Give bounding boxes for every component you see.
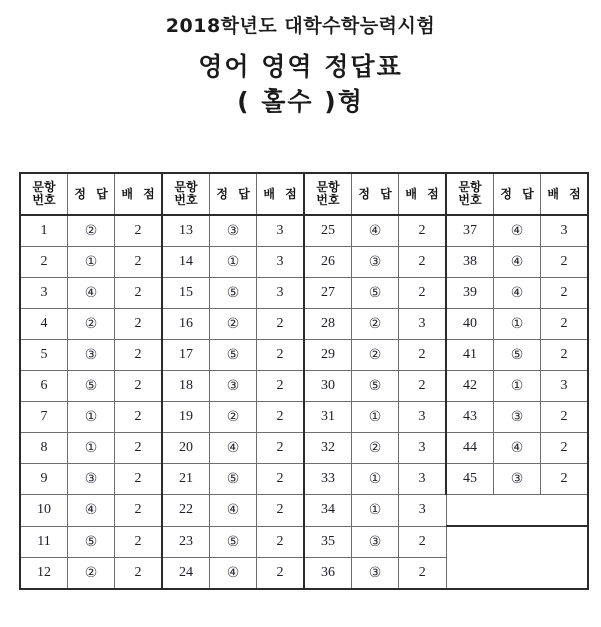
cell-answer: ⑤	[210, 278, 257, 309]
table-row	[20, 278, 588, 309]
cell-answer: ③	[68, 464, 115, 495]
cell-answer: ②	[68, 309, 115, 340]
cell-answer: ②	[210, 402, 257, 433]
table-body	[20, 215, 588, 589]
cell-points: 3	[541, 215, 589, 247]
cell-points: 2	[257, 464, 305, 495]
cell-question-number: 8	[20, 433, 68, 464]
subject-answer-sheet-title: 영어 영역 정답표	[198, 51, 403, 81]
cell-question-number: 2	[20, 247, 68, 278]
cell-points: 2	[257, 309, 305, 340]
cell-points: 2	[399, 526, 447, 557]
cell-empty	[541, 557, 589, 589]
header-question-number-1	[20, 173, 68, 215]
cell-points: 3	[399, 495, 447, 527]
header-answer-3: 정 답	[352, 173, 399, 215]
header-question-number-3: 문항 번호	[304, 173, 352, 215]
cell-question-number: 28	[304, 309, 352, 340]
cell-answer: ⑤	[210, 464, 257, 495]
cell-answer: ④	[210, 557, 257, 589]
table-row	[20, 247, 588, 278]
cell-question-number: 30	[304, 371, 352, 402]
cell-points: 2	[399, 371, 447, 402]
cell-question-number: 4	[20, 309, 68, 340]
cell-points: 2	[115, 495, 163, 527]
cell-question-number: 5	[20, 340, 68, 371]
cell-answer: ④	[68, 278, 115, 309]
cell-answer: ④	[210, 433, 257, 464]
cell-answer: ④	[494, 278, 541, 309]
cell-empty	[541, 495, 589, 527]
cell-question-number: 1	[20, 215, 68, 247]
cell-points: 2	[541, 309, 589, 340]
cell-question-number: 42	[446, 371, 494, 402]
table-row	[20, 464, 588, 495]
cell-points: 2	[115, 557, 163, 589]
cell-question-number: 25	[304, 215, 352, 247]
cell-points: 2	[115, 215, 163, 247]
cell-question-number: 40	[446, 309, 494, 340]
cell-question-number: 36	[304, 557, 352, 589]
cell-answer: ①	[68, 402, 115, 433]
cell-question-number: 23	[162, 526, 210, 557]
header-row	[20, 173, 588, 215]
header-points-3: 배 점	[399, 173, 447, 215]
cell-answer: ⑤	[68, 371, 115, 402]
cell-answer: ④	[494, 215, 541, 247]
cell-answer: ⑤	[494, 340, 541, 371]
cell-empty	[446, 526, 494, 557]
cell-question-number: 39	[446, 278, 494, 309]
cell-empty	[541, 526, 589, 557]
cell-answer: ④	[494, 433, 541, 464]
cell-answer: ④	[210, 495, 257, 527]
cell-question-number: 7	[20, 402, 68, 433]
table-row	[20, 402, 588, 433]
cell-points: 3	[399, 433, 447, 464]
cell-points: 2	[115, 371, 163, 402]
table-row	[20, 340, 588, 371]
cell-points: 2	[541, 247, 589, 278]
cell-answer: ④	[352, 215, 399, 247]
cell-points: 3	[257, 247, 305, 278]
cell-answer: ②	[68, 557, 115, 589]
cell-question-number: 35	[304, 526, 352, 557]
table-row	[20, 557, 588, 589]
header-question-number-2: 문항 번호	[162, 173, 210, 215]
cell-answer: ⑤	[352, 278, 399, 309]
cell-answer: ①	[68, 247, 115, 278]
cell-points: 2	[115, 526, 163, 557]
answer-key-table	[19, 172, 589, 590]
cell-points: 2	[257, 371, 305, 402]
header-points-2: 배 점	[257, 173, 305, 215]
cell-answer: ③	[352, 557, 399, 589]
cell-answer: ①	[68, 433, 115, 464]
cell-question-number: 10	[20, 495, 68, 527]
cell-answer: ①	[352, 464, 399, 495]
table-row	[20, 215, 588, 247]
cell-points: 3	[257, 278, 305, 309]
header-points-1: 배 점	[115, 173, 163, 215]
cell-question-number: 15	[162, 278, 210, 309]
table-header	[20, 173, 588, 215]
cell-points: 2	[541, 433, 589, 464]
cell-answer: ⑤	[68, 526, 115, 557]
cell-empty	[494, 557, 541, 589]
cell-answer: ③	[210, 215, 257, 247]
cell-points: 2	[257, 557, 305, 589]
cell-empty	[494, 526, 541, 557]
form-type-title: ( 홀수 )형	[237, 87, 364, 117]
cell-question-number: 43	[446, 402, 494, 433]
cell-question-number: 34	[304, 495, 352, 527]
cell-question-number: 22	[162, 495, 210, 527]
cell-points: 2	[115, 340, 163, 371]
cell-answer: ①	[210, 247, 257, 278]
cell-question-number: 41	[446, 340, 494, 371]
cell-question-number: 32	[304, 433, 352, 464]
cell-points: 2	[399, 215, 447, 247]
page-title-block	[0, 0, 601, 116]
cell-question-number: 21	[162, 464, 210, 495]
cell-answer: ②	[352, 340, 399, 371]
cell-points: 2	[115, 402, 163, 433]
cell-question-number: 26	[304, 247, 352, 278]
cell-question-number: 20	[162, 433, 210, 464]
cell-points: 2	[399, 247, 447, 278]
table-row	[20, 526, 588, 557]
cell-points: 3	[541, 371, 589, 402]
cell-points: 2	[115, 247, 163, 278]
cell-question-number: 3	[20, 278, 68, 309]
cell-points: 2	[257, 340, 305, 371]
cell-points: 2	[541, 464, 589, 495]
cell-question-number: 9	[20, 464, 68, 495]
table-row	[20, 309, 588, 340]
cell-question-number: 18	[162, 371, 210, 402]
cell-points: 3	[399, 464, 447, 495]
cell-question-number: 44	[446, 433, 494, 464]
header-answer-2: 정 답	[210, 173, 257, 215]
cell-answer: ②	[68, 215, 115, 247]
cell-question-number: 6	[20, 371, 68, 402]
header-question-number-line2: 번호	[32, 193, 56, 207]
cell-points: 2	[399, 557, 447, 589]
cell-points: 2	[115, 278, 163, 309]
cell-points: 2	[257, 433, 305, 464]
cell-answer: ③	[494, 464, 541, 495]
cell-question-number: 27	[304, 278, 352, 309]
cell-points: 2	[257, 402, 305, 433]
cell-answer: ①	[352, 402, 399, 433]
header-points-4: 배 점	[541, 173, 589, 215]
table-row	[20, 495, 588, 527]
cell-answer: ②	[352, 433, 399, 464]
cell-question-number: 19	[162, 402, 210, 433]
cell-question-number: 31	[304, 402, 352, 433]
cell-answer: ③	[494, 402, 541, 433]
cell-answer: ①	[352, 495, 399, 527]
cell-question-number: 29	[304, 340, 352, 371]
cell-answer: ④	[68, 495, 115, 527]
cell-empty	[446, 557, 494, 589]
cell-empty	[494, 495, 541, 527]
cell-question-number: 14	[162, 247, 210, 278]
answer-key-table-wrapper	[19, 172, 584, 590]
cell-points: 2	[115, 309, 163, 340]
cell-question-number: 16	[162, 309, 210, 340]
cell-answer: ④	[494, 247, 541, 278]
cell-points: 2	[115, 433, 163, 464]
table-row	[20, 371, 588, 402]
cell-question-number: 11	[20, 526, 68, 557]
header-question-number-line1: 문항	[32, 180, 56, 195]
cell-points: 3	[399, 402, 447, 433]
cell-question-number: 45	[446, 464, 494, 495]
header-answer-4: 정 답	[494, 173, 541, 215]
cell-answer: ③	[352, 247, 399, 278]
cell-answer: ③	[68, 340, 115, 371]
cell-question-number: 13	[162, 215, 210, 247]
cell-question-number: 12	[20, 557, 68, 589]
cell-points: 2	[115, 464, 163, 495]
cell-question-number: 33	[304, 464, 352, 495]
cell-points: 2	[541, 402, 589, 433]
cell-answer: ③	[210, 371, 257, 402]
cell-question-number: 38	[446, 247, 494, 278]
cell-answer: ②	[352, 309, 399, 340]
cell-question-number: 17	[162, 340, 210, 371]
cell-points: 2	[541, 278, 589, 309]
cell-answer: ①	[494, 309, 541, 340]
cell-question-number: 37	[446, 215, 494, 247]
cell-points: 2	[399, 278, 447, 309]
cell-answer: ①	[494, 371, 541, 402]
cell-answer: ⑤	[210, 340, 257, 371]
cell-points: 2	[257, 526, 305, 557]
cell-points: 2	[541, 340, 589, 371]
cell-answer: ③	[352, 526, 399, 557]
cell-empty	[446, 495, 494, 527]
exam-year-title: 2018학년도 대학수학능력시험	[165, 15, 436, 37]
cell-points: 2	[399, 340, 447, 371]
table-row	[20, 433, 588, 464]
header-question-number-4: 문항 번호	[446, 173, 494, 215]
cell-answer: ⑤	[210, 526, 257, 557]
header-answer-1: 정 답	[68, 173, 115, 215]
cell-answer: ②	[210, 309, 257, 340]
cell-points: 3	[399, 309, 447, 340]
cell-question-number: 24	[162, 557, 210, 589]
cell-points: 2	[257, 495, 305, 527]
cell-points: 3	[257, 215, 305, 247]
cell-answer: ⑤	[352, 371, 399, 402]
